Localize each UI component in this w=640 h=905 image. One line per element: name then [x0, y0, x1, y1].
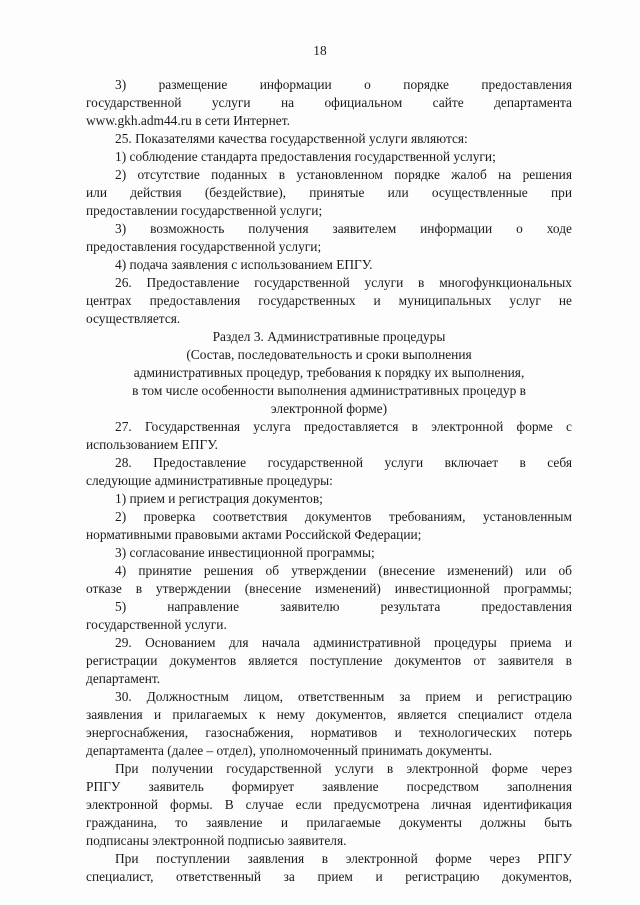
text-line: При получении государственной услуги в электронной форме через — [115, 761, 572, 776]
section-subheading: административных процедур, требования к порядку их выполнения, — [133, 365, 525, 380]
text-line: регистрации документов является поступление документов от заявителя в — [86, 653, 572, 668]
text-line: 25. Показателями качества государственной услуги являются: — [115, 131, 468, 146]
text-line: 28. Предоставление государственной услуги включает в себя — [115, 455, 572, 470]
text-line: предоставлении государственной услуги; — [86, 203, 323, 218]
section-subheading: (Состав, последовательность и сроки выполнения — [186, 347, 472, 362]
text-line: 1) прием и регистрация документов; — [115, 491, 323, 506]
text-line: департамента (далее – отдел), уполномоченный принимать документы. — [86, 743, 493, 758]
text-line: отказе в утверждении (внесение изменений) инвестиционной программы; — [86, 581, 572, 596]
section-heading: Раздел 3. Административные процедуры — [212, 329, 446, 344]
text-line: 3) согласование инвестиционной программы; — [115, 545, 375, 560]
text-line: использованием ЕПГУ. — [86, 437, 218, 452]
text-line: 3) размещение информации о порядке предоставления — [115, 77, 572, 92]
text-line: 3) возможность получения заявителем информации о ходе — [115, 221, 572, 236]
text-line: При поступлении заявления в электронной форме через РПГУ — [115, 851, 572, 866]
text-line: специалист, ответственный за прием и регистрацию документов, — [86, 869, 572, 884]
text-line: 2) отсутствие поданных в установленном порядке жалоб на решения — [115, 167, 572, 182]
text-line: нормативными правовыми актами Российской Федерации; — [86, 527, 422, 542]
text-line: гражданина, то заявление и прилагаемые документы должны быть — [86, 815, 572, 830]
text-line: центрах предоставления государственных и муниципальных услуг не — [86, 293, 572, 308]
section-subheading: в том числе особенности выполнения административных процедур в — [132, 383, 526, 398]
text-line: подписаны электронной подписью заявителя. — [86, 833, 347, 848]
text-line: энергоснабжения, газоснабжения, нормативов и технологических потерь — [86, 725, 572, 740]
text-line: 4) принятие решения об утверждении (внесение изменений) или об — [115, 563, 572, 578]
text-line: 4) подача заявления с использованием ЕПГУ. — [115, 257, 373, 272]
text-line: электронной формы. В случае если предусмотрена личная идентификация — [86, 797, 572, 812]
text-line: www.gkh.adm44.ru в сети Интернет. — [86, 113, 290, 128]
text-line: 5) направление заявителю результата предоставления — [115, 599, 572, 614]
text-line: 26. Предоставление государственной услуги в многофункциональных — [115, 275, 572, 290]
text-line: или действия (бездействие), принятые или осуществленные при — [86, 185, 572, 200]
text-line: следующие административные процедуры: — [86, 473, 333, 488]
text-line: осуществляется. — [86, 311, 181, 326]
page-number: 18 — [313, 43, 327, 58]
text-line: заявления и прилагаемых к нему документов, является специалист отдела — [86, 707, 572, 722]
text-line: 30. Должностным лицом, ответственным за прием и регистрацию — [115, 689, 572, 704]
text-line: 27. Государственная услуга предоставляется в электронной форме с — [115, 419, 572, 434]
text-line: 29. Основанием для начала административной процедуры приема и — [115, 635, 572, 650]
text-line: РПГУ заявитель формирует заявление посредством заполнения — [86, 779, 572, 794]
text-line: государственной услуги. — [86, 617, 227, 632]
document-body — [86, 76, 572, 886]
text-line: государственной услуги на официальном сайте департамента — [86, 95, 572, 110]
text-line: 1) соблюдение стандарта предоставления государственной услуги; — [115, 149, 496, 164]
text-line: департамент. — [86, 671, 161, 686]
section-subheading: электронной форме) — [270, 401, 388, 416]
text-line: предоставления государственной услуги; — [86, 239, 322, 254]
text-line: 2) проверка соответствия документов требованиям, установленным — [115, 509, 572, 524]
